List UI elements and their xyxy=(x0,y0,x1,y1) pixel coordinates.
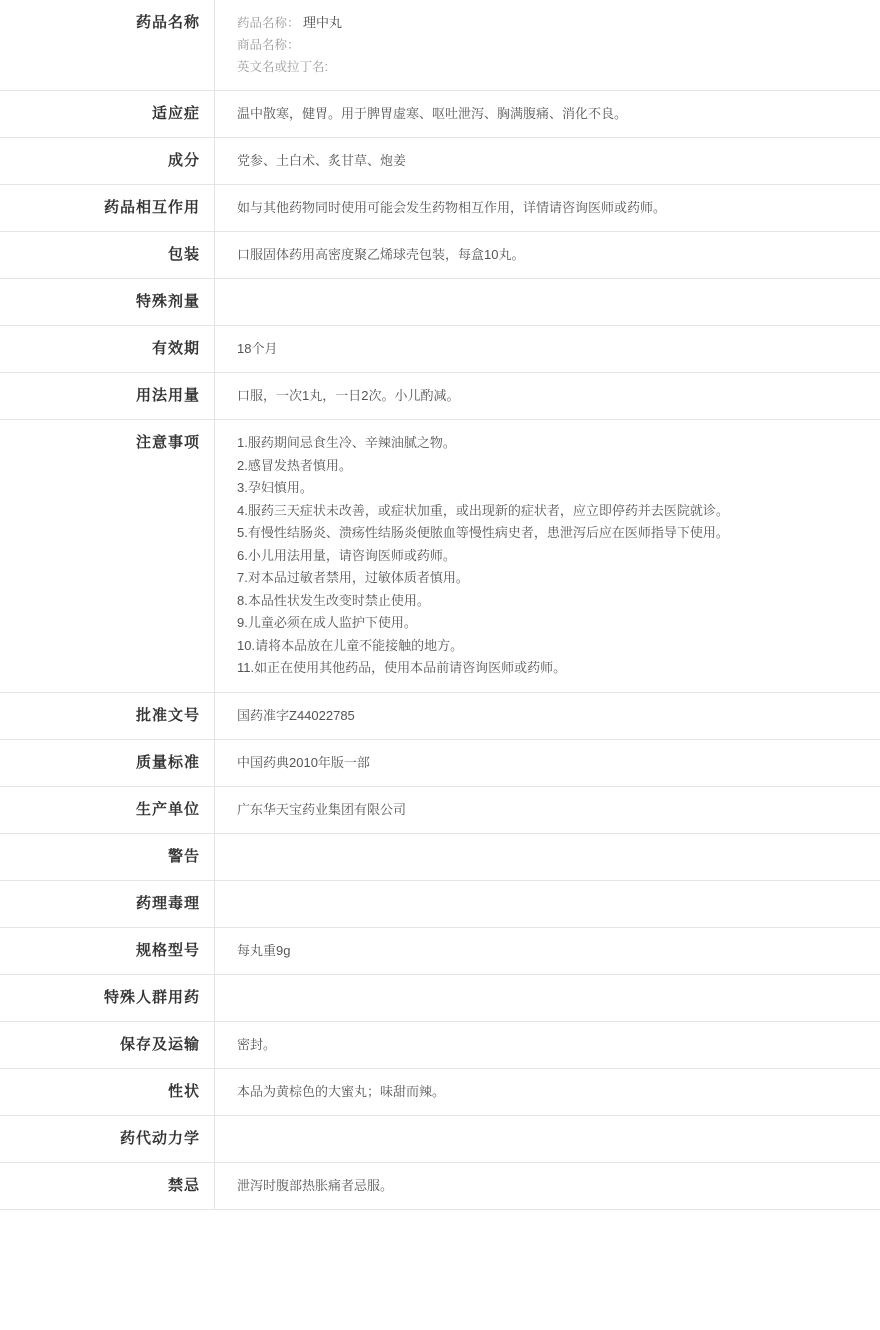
table-row xyxy=(0,927,880,974)
table-row xyxy=(0,1068,880,1115)
table-row xyxy=(0,420,880,693)
row-value xyxy=(215,739,880,786)
row-value xyxy=(215,692,880,739)
row-label: 有效期 xyxy=(0,326,215,373)
row-label: 特殊人群用药 xyxy=(0,974,215,1021)
row-value-text: 本品为黄棕色的大蜜丸；味甜而辣。 xyxy=(237,1081,872,1103)
row-value-text: 中国药典2010年版一部 xyxy=(237,752,872,774)
list-item: 3.孕妇慎用。 xyxy=(237,477,872,500)
row-value xyxy=(215,1021,880,1068)
row-label: 性状 xyxy=(0,1068,215,1115)
row-value-text xyxy=(237,987,872,1009)
english-name-label: 英文名或拉丁名: xyxy=(237,60,328,74)
row-value-text: 口服固体药用高密度聚乙烯球壳包装，每盒10丸。 xyxy=(237,244,872,266)
list-item: 8.本品性状发生改变时禁止使用。 xyxy=(237,590,872,613)
list-item: 2.感冒发热者慎用。 xyxy=(237,455,872,478)
row-label: 规格型号 xyxy=(0,927,215,974)
row-label: 药代动力学 xyxy=(0,1115,215,1162)
row-value xyxy=(215,927,880,974)
row-value-name-group xyxy=(215,0,880,91)
row-value xyxy=(215,974,880,1021)
row-value-text xyxy=(237,291,872,313)
row-value xyxy=(215,232,880,279)
row-value xyxy=(215,185,880,232)
row-value xyxy=(215,1068,880,1115)
row-label: 药理毒理 xyxy=(0,880,215,927)
row-label: 特殊剂量 xyxy=(0,279,215,326)
table-row xyxy=(0,185,880,232)
row-value-text: 广东华天宝药业集团有限公司 xyxy=(237,799,872,821)
table-row xyxy=(0,786,880,833)
trade-name-line xyxy=(237,34,872,56)
row-label: 保存及运输 xyxy=(0,1021,215,1068)
row-value-text: 党参、土白术、炙甘草、炮姜 xyxy=(237,150,872,172)
table-row xyxy=(0,373,880,420)
row-value-text xyxy=(237,1128,872,1150)
row-label: 警告 xyxy=(0,833,215,880)
row-label: 生产单位 xyxy=(0,786,215,833)
drug-name-value: 理中丸 xyxy=(303,15,342,30)
table-row xyxy=(0,739,880,786)
trade-name-label: 商品名称： xyxy=(237,38,300,52)
row-value-text xyxy=(237,893,872,915)
row-label: 药品名称 xyxy=(0,0,215,91)
table-row xyxy=(0,0,880,91)
list-item: 5.有慢性结肠炎、溃疡性结肠炎便脓血等慢性病史者，患泄泻后应在医师指导下使用。 xyxy=(237,522,872,545)
table-row xyxy=(0,91,880,138)
table-row xyxy=(0,880,880,927)
row-label: 用法用量 xyxy=(0,373,215,420)
list-item: 1.服药期间忌食生冷、辛辣油腻之物。 xyxy=(237,432,872,455)
list-item: 10.请将本品放在儿童不能接触的地方。 xyxy=(237,635,872,658)
row-label: 禁忌 xyxy=(0,1162,215,1209)
row-value xyxy=(215,279,880,326)
table-row xyxy=(0,279,880,326)
row-value xyxy=(215,326,880,373)
row-value-text xyxy=(237,846,872,868)
list-item: 11.如正在使用其他药品，使用本品前请咨询医师或药师。 xyxy=(237,657,872,680)
table-row xyxy=(0,326,880,373)
row-value xyxy=(215,786,880,833)
drug-name-line xyxy=(237,12,872,34)
list-item: 7.对本品过敏者禁用，过敏体质者慎用。 xyxy=(237,567,872,590)
table-row xyxy=(0,1021,880,1068)
row-value-list xyxy=(215,420,880,693)
row-value-text: 温中散寒，健胃。用于脾胃虚寒、呕吐泄泻、胸满腹痛、消化不良。 xyxy=(237,103,872,125)
row-label: 适应症 xyxy=(0,91,215,138)
list-item: 6.小儿用法用量，请咨询医师或药师。 xyxy=(237,545,872,568)
row-label: 包装 xyxy=(0,232,215,279)
page-bottom-spacer xyxy=(0,1210,880,1330)
table-row xyxy=(0,1162,880,1209)
row-value-text: 国药准字Z44022785 xyxy=(237,705,872,727)
row-value xyxy=(215,138,880,185)
row-value-text: 泄泻时腹部热胀痛者忌服。 xyxy=(237,1175,872,1197)
table-row xyxy=(0,833,880,880)
row-label: 批准文号 xyxy=(0,692,215,739)
row-value-text: 口服，一次1丸，一日2次。小儿酌减。 xyxy=(237,385,872,407)
row-label: 药品相互作用 xyxy=(0,185,215,232)
table-row xyxy=(0,1115,880,1162)
list-item: 9.儿童必须在成人监护下使用。 xyxy=(237,612,872,635)
table-row xyxy=(0,692,880,739)
row-label: 成分 xyxy=(0,138,215,185)
row-value-text: 密封。 xyxy=(237,1034,872,1056)
row-value xyxy=(215,1162,880,1209)
row-value xyxy=(215,373,880,420)
english-name-line xyxy=(237,56,872,78)
row-value xyxy=(215,833,880,880)
table-row xyxy=(0,138,880,185)
drug-name-label: 药品名称： xyxy=(237,16,300,30)
row-label: 注意事项 xyxy=(0,420,215,693)
row-value xyxy=(215,1115,880,1162)
row-label: 质量标准 xyxy=(0,739,215,786)
row-value-text: 每丸重9g xyxy=(237,940,872,962)
list-item: 4.服药三天症状未改善，或症状加重，或出现新的症状者，应立即停药并去医院就诊。 xyxy=(237,500,872,523)
table-row xyxy=(0,974,880,1021)
row-value-text: 18个月 xyxy=(237,338,872,360)
table-row xyxy=(0,232,880,279)
row-value xyxy=(215,880,880,927)
row-value-text: 如与其他药物同时使用可能会发生药物相互作用，详情请咨询医师或药师。 xyxy=(237,197,872,219)
row-value xyxy=(215,91,880,138)
